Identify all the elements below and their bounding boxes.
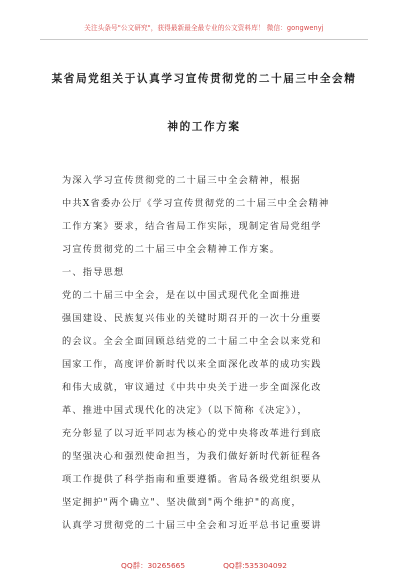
- footer-qq-group-1: QQ群：30265665: [121, 561, 186, 570]
- header-divider: [40, 39, 368, 40]
- header-banner: [40, 6, 368, 46]
- body-line: 强国建设、民族复兴伟业的关键时期召开的一次十分重要: [62, 313, 322, 324]
- body-line: 项工作提供了科学指南和重要遵循。省局各级党组织要从: [62, 474, 322, 485]
- footer-contact: [0, 560, 408, 571]
- document-title-line-2: 神的工作方案: [167, 121, 241, 133]
- document-title-line-1: 某省局党组关于认真学习宣传贯彻党的二十届三中全会精: [51, 73, 357, 85]
- body-line: 为深入学习宣传贯彻党的二十届三中全会精神，根据: [62, 175, 301, 186]
- body-line: 中共X省委办公厅《学习宣传贯彻党的二十届三中全会精神: [62, 198, 330, 209]
- section-heading: 一、指导思想: [62, 267, 125, 278]
- footer-qq-group-2: QQ群:535304092: [223, 561, 287, 570]
- body-line: 国家工作，高度评价新时代以来全面深化改革的成功实践: [62, 359, 322, 370]
- body-line: 的坚强决心和强烈使命担当，为我们做好新时代新征程各: [62, 451, 322, 462]
- body-line: 坚定拥护"两个确立"、坚决做到"两个维护"的高度，: [62, 497, 302, 508]
- body-line: 充分彰显了以习近平同志为核心的党中央将改革进行到底: [62, 428, 322, 439]
- body-line: 认真学习贯彻党的二十届三中全会和习近平总书记重要讲: [62, 520, 322, 531]
- body-line: 习宣传贯彻党的二十届三中全会精神工作方案。: [62, 244, 281, 255]
- body-line: 工作方案》要求，结合省局工作实际，现制定省局党组学: [62, 221, 322, 232]
- header-promo-text: 关注头条号"公文研究"，获得最新最全最专业的公文资料库！ 微信：gongwenyj: [84, 24, 324, 32]
- body-line: 革、推进中国式现代化的决定》（以下简称《决定》），: [62, 405, 308, 416]
- body-line: 的会议。全会全面回顾总结党的二十届二中全会以来党和: [62, 336, 322, 347]
- body-line: 党的二十届三中全会，是在以中国式现代化全面推进: [62, 290, 301, 301]
- body-line: 和伟大成就，审议通过《中共中央关于进一步全面深化改: [62, 382, 322, 393]
